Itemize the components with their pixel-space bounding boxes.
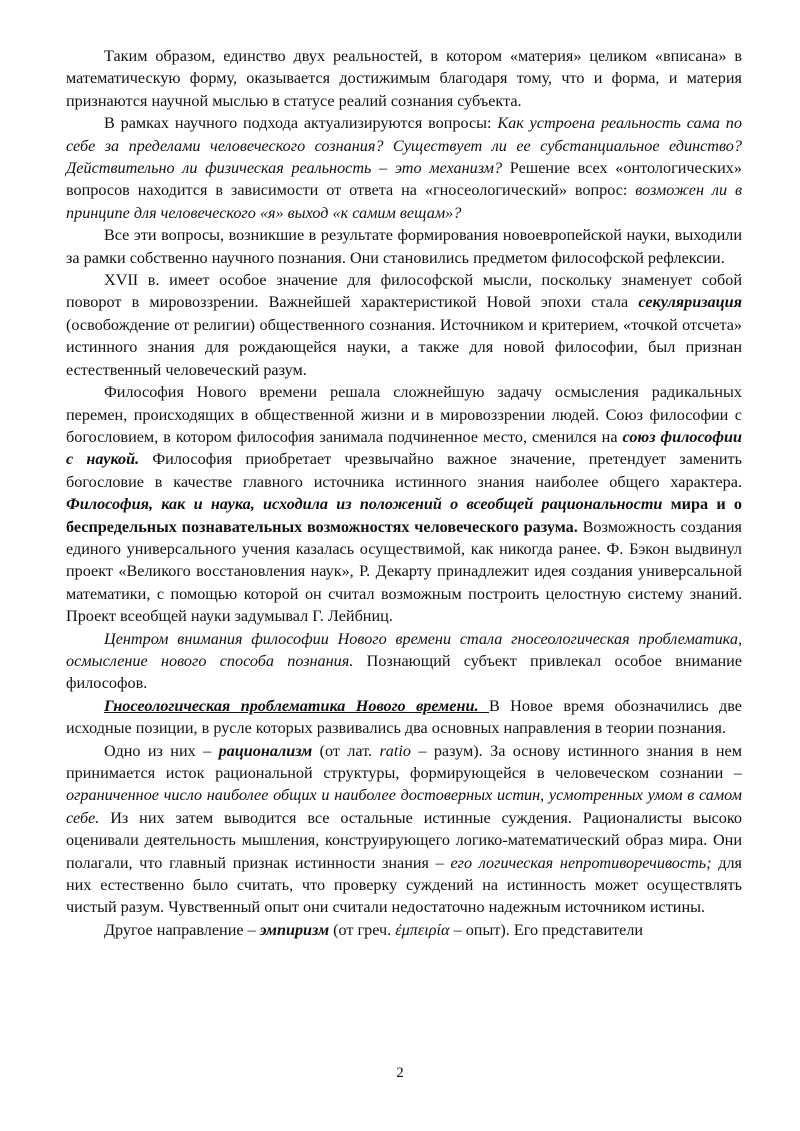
text-run: Гносеологическая проблематика Нового времени.: [104, 696, 489, 715]
text-run: союз философии с наукой.: [66, 427, 742, 469]
text-run: Философия приобретает чрезвычайно важное значение, претендует заменить богословие в качестве главного источника истинного знания наиболее общего характера.: [66, 450, 743, 491]
text-run: – опыт). Его представители: [449, 920, 644, 939]
page-number: 2: [396, 1065, 404, 1081]
text-run: Другое направление –: [104, 920, 260, 939]
text-run: секуляризация: [638, 293, 742, 312]
text-run: Из них затем выводится все остальные истинные суждения. Рационалисты высоко оценивали деятельность мышления, конструирующего логико-математический образ мира. Они полагали, что главный признак истинности знания –: [66, 808, 742, 872]
text-run: Познающий субъект привлекал особое внимание философов.: [66, 651, 743, 693]
text-run: Философия, как и наука, исходила из положений о всеобщей рациональности: [66, 495, 663, 514]
text-run: Одно из них –: [104, 741, 219, 760]
text-run: (от греч.: [329, 920, 396, 939]
text-run: – разум). За основу истинного знания в нем принимается исток рациональной структуры, формирующейся в человеческом сознании –: [66, 741, 742, 782]
text-run: ἐμπειρία: [395, 920, 450, 939]
paragraph: [66, 224, 742, 269]
text-run: Таким образом, единство двух реальностей, в котором «материя» целиком «вписана» в математическую форму, оказывается достижимым благодаря тому, что и форма, и материя признаются научной мыслью в статусе реалий сознания субъекта.: [66, 47, 742, 110]
paragraph: [66, 45, 742, 112]
text-run: рационализм: [218, 741, 313, 760]
text-run: В Новое время обозначились две исходные позиции, в русле которых развивались два основных направления в теории познания.: [66, 696, 742, 738]
text-run: Все эти вопросы, возникшие в результате формирования новоевропейской науки, выходили за рамки собственно научного познания. Они становились предметом философской рефлексии.: [66, 226, 742, 267]
paragraph: [66, 740, 742, 919]
text-run: Как устроена реальность сама по себе за пределами человеческого сознания? Существует ли ее субстанциальное единство? Действительно ли физическая реальность – это механизм?: [66, 114, 742, 178]
text-run: возможен ли в принципе для человеческого «я» выход «к самим вещам»?: [66, 181, 742, 222]
text-run: его логическая непротиворечивость;: [450, 853, 712, 872]
text-run: ограниченное число наиболее общих и наиболее достоверных истин, усмотренных умом в самом себе.: [66, 786, 742, 827]
text-run: Центром внимания философии Нового времени стала гносеологическая проблематика, осмысление нового способа познания.: [66, 629, 742, 670]
text-run: эмпиризм: [259, 920, 330, 939]
text-body: [66, 45, 742, 941]
text-run: XVII в. имеет особое значение для философской мысли, поскольку знаменует собой поворот в мировоззрении. Важнейшей характеристикой Новой эпохи стала: [66, 271, 742, 312]
paragraph: [66, 269, 742, 381]
text-run: Решение всех «онтологических» вопросов находится в зависимости от ответа на «гносеологический» вопрос:: [66, 159, 742, 200]
text-run: мира и о беспредельных познавательных возможностях человеческого разума.: [66, 495, 742, 536]
paragraph: [66, 919, 742, 941]
text-run: ratio: [379, 741, 411, 760]
text-run: Возможность создания единого универсального учения казалась осуществимой, как никогда ранее. Ф. Бэкон выдвинул проект «Великого восстановления наук», Р. Декарту принадлежит идея создания универсальной математики, с помощью которой он считал возможным построить целостную систему знаний. Проект всеобщей науки задумывал Г. Лейбниц.: [66, 517, 742, 626]
text-run: В рамках научного подхода актуализируются вопросы:: [104, 114, 498, 133]
paragraph: [66, 112, 742, 224]
paragraph: [66, 695, 742, 740]
paragraph: [66, 381, 742, 627]
text-run: для них естественно было считать, что проверку суждений на истинность может осуществлять чистый разум. Чувственный опыт они считали недостаточно надежным источником истины.: [66, 853, 742, 917]
text-run: Философия Нового времени решала сложнейшую задачу осмысления радикальных перемен, происходящих в общественной жизни и в мировоззрении людей. Союз философии с богословием, в котором философия занимала подчиненное место, сменился на: [66, 383, 742, 446]
paragraph: [66, 628, 742, 695]
text-run: (от лат.: [312, 741, 380, 760]
text-run: (освобождение от религии) общественного сознания. Источником и критерием, «точкой отсчета» истинного знания для рождающейся науки, а также для новой философии, был признан естественный человеческий разум.: [66, 315, 742, 379]
